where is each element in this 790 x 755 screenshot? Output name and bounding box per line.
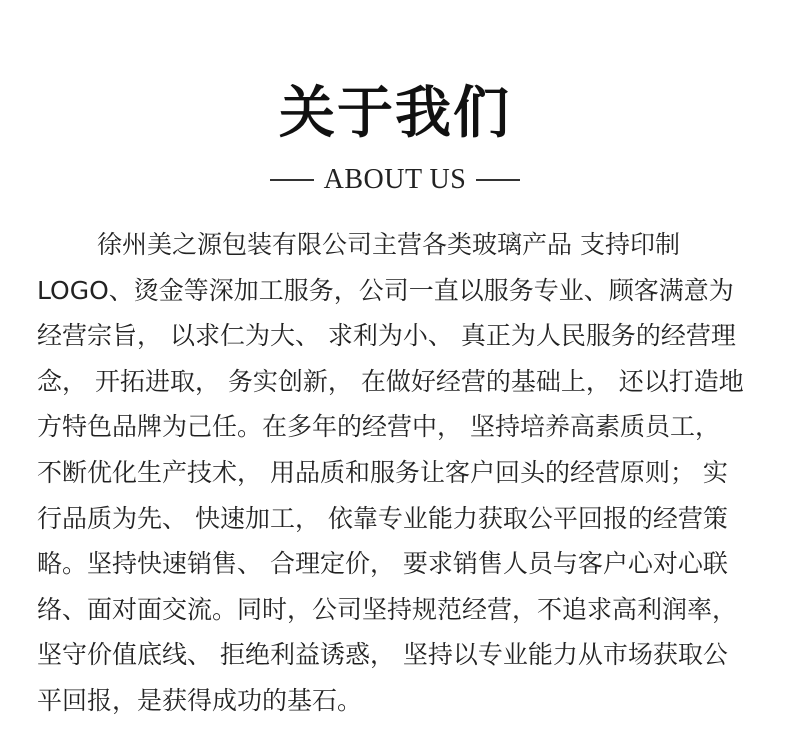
paragraph-line: 略。坚持快速销售、 合理定价， 要求销售人员与客户心对心联 (37, 549, 728, 579)
paragraph-line: 不断优化生产技术， 用品质和服务让客户回头的经营原则； 实 (37, 457, 728, 487)
paragraph-line: 念， 开拓进取， 务实创新， 在做好经营的基础上， 还以打造地 (37, 366, 744, 396)
paragraph-line: LOGO、烫金等深加工服务，公司一直以服务专业、顾客满意为 (37, 275, 734, 305)
page-title: 关于我们 (279, 81, 511, 146)
about-paragraph (37, 222, 753, 724)
paragraph-line: 平回报，是获得成功的基石。 (37, 685, 363, 715)
paragraph-line: 坚守价值底线、 拒绝利益诱惑， 坚持以专业能力从市场获取公 (37, 640, 728, 670)
left-divider (270, 179, 314, 181)
right-divider (476, 179, 520, 181)
paragraph-line: 方特色品牌为己任。在多年的经营中， 坚持培养高素质员工， (37, 412, 720, 442)
paragraph-line: 络、面对面交流。同时，公司坚持规范经营，不追求高利润率， (37, 594, 738, 624)
subtitle-row (0, 160, 790, 200)
paragraph-line: 行品质为先、 快速加工， 依靠专业能力获取公平回报的经营策 (37, 503, 728, 533)
paragraph-line: 徐州美之源包装有限公司主营各类玻璃产品 支持印制 (97, 230, 680, 259)
page-subtitle: ABOUT US (323, 164, 467, 195)
paragraph-line: 经营宗旨， 以求仁为大、 求利为小、 真正为人民服务的经营理 (37, 321, 736, 351)
